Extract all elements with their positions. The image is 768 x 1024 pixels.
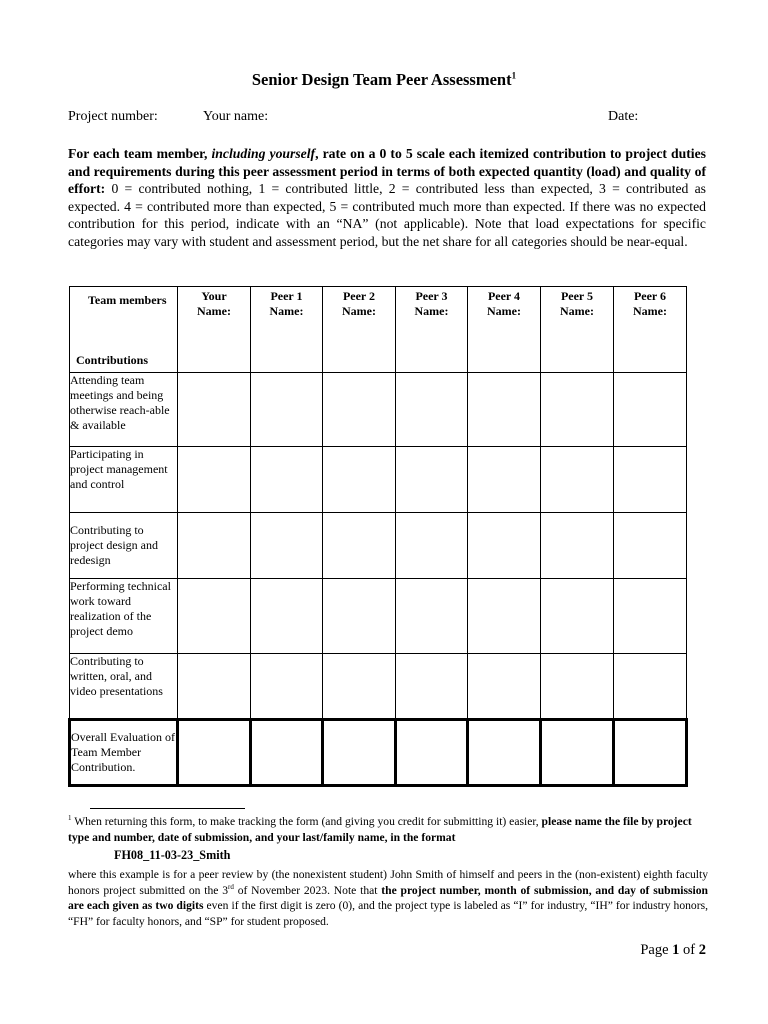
rating-cell[interactable] [396,579,468,654]
rating-cell[interactable] [251,447,323,513]
rating-cell[interactable] [541,579,614,654]
rating-cell[interactable] [541,654,614,720]
title-footnote-mark: 1 [511,70,517,81]
your-name-label: Your name: [203,109,269,124]
rating-cell[interactable] [396,373,468,447]
rating-cell[interactable] [614,654,687,720]
column-header-your: Your Name: [178,287,251,373]
rating-cell[interactable] [541,373,614,447]
rating-cell[interactable] [468,579,541,654]
contributions-header: Contributions [76,353,149,367]
page-title: Senior Design Team Peer Assessment$^1$ [251,70,517,89]
rating-cell[interactable] [468,720,541,786]
instructions-paragraph: For each team member, including yourself, rate on a 0 to 5 scale each itemized contribution to project duties and requirements during this peer assessment period in terms of both expected quantity (load) and quality of effort: 0 = contributed nothing, 1 = contributed little, 2 = contributed less than expected, 3 = contributed as expected. 4 = contributed more than expected, 5 = contributed much more than expected. If there was no expected contribution for this period, indicate with an “NA” (not applicable). Note that load expectations for specific categories may vary with student and assessment period, but the net share for all categories should be near-equal. [68,146,706,249]
column-header-peer-5: Peer 5 Name: [541,287,614,373]
table-row [70,579,687,654]
column-header-peer-4: Peer 4 Name: [468,287,541,373]
rating-cell[interactable] [468,654,541,720]
project-number-label: Project number: [68,109,158,124]
table-header-row [70,287,687,373]
rating-cell[interactable] [614,579,687,654]
rating-cell[interactable] [468,447,541,513]
rating-cell[interactable] [614,447,687,513]
column-header-peer-6: Peer 6 Name: [614,287,687,373]
rating-cell[interactable] [178,447,251,513]
table-row [70,373,687,447]
footnote-explanation: where this example is for a peer review by (the nonexistent student) John Smith of himself and peers in the (non-existent) eighth faculty honors project submitted on the 3rd of November 2023. Note that the project number, month of submission, and day of submission are each given as two digits even if the first digit is zero (0), and the project type is labeled as “I” for industry, “IH” for industry honors, “FH” for faculty honors, and “SP” for student proposed. [68,868,709,928]
column-header-peer-2: Peer 2 Name: [323,287,396,373]
rating-cell[interactable] [396,654,468,720]
row-label-attending: Attending team meetings and being otherwise reach-able & available [70,373,178,447]
table-row [70,654,687,720]
rating-cell[interactable] [541,447,614,513]
rating-cell[interactable] [468,373,541,447]
rating-cell[interactable] [323,579,396,654]
rating-cell[interactable] [614,513,687,579]
row-label-design: Contributing to project design and redesign [70,513,178,579]
rating-cell[interactable] [251,654,323,720]
rating-cell[interactable] [251,373,323,447]
row-label-management: Participating in project management and control [70,447,178,513]
rating-cell[interactable] [323,513,396,579]
filename-example: FH08_11-03-23_Smith [114,848,231,862]
rating-cell[interactable] [614,720,687,786]
rating-cell[interactable] [396,720,468,786]
rating-cell[interactable] [323,720,396,786]
rating-cell[interactable] [614,373,687,447]
table-row [70,513,687,579]
rating-cell[interactable] [541,720,614,786]
footnote-divider [90,808,245,809]
rating-cell[interactable] [251,579,323,654]
rating-cell[interactable] [541,513,614,579]
corner-cell [70,287,178,373]
rating-cell[interactable] [178,579,251,654]
rating-cell[interactable] [178,373,251,447]
rating-cell[interactable] [178,513,251,579]
page-number: Page 1 of 2 [640,942,706,958]
row-label-overall: Overall Evaluation of Team Member Contribution. [70,720,178,786]
rating-cell[interactable] [323,373,396,447]
row-label-technical: Performing technical work toward realization of the project demo [70,579,178,654]
rating-cell[interactable] [178,720,251,786]
column-header-peer-3: Peer 3 Name: [396,287,468,373]
rating-cell[interactable] [396,447,468,513]
rating-cell[interactable] [251,513,323,579]
footnote: $^1$ When returning this form, to make tracking the form (and giving you credit for submitting it) easier, please name the file by project type and number, date of submission, and your last/family name, in the format [68,814,692,844]
rating-cell[interactable] [251,720,323,786]
rating-cell[interactable] [468,513,541,579]
rating-cell[interactable] [178,654,251,720]
assessment-table [68,286,688,787]
team-members-header: Team members [88,293,167,307]
rating-cell[interactable] [323,654,396,720]
rating-cell[interactable] [323,447,396,513]
rating-cell[interactable] [396,513,468,579]
column-header-peer-1: Peer 1 Name: [251,287,323,373]
overall-row [70,720,687,786]
table-row [70,447,687,513]
row-label-presentations: Contributing to written, oral, and video presentations [70,654,178,720]
date-label: Date: [608,109,639,124]
